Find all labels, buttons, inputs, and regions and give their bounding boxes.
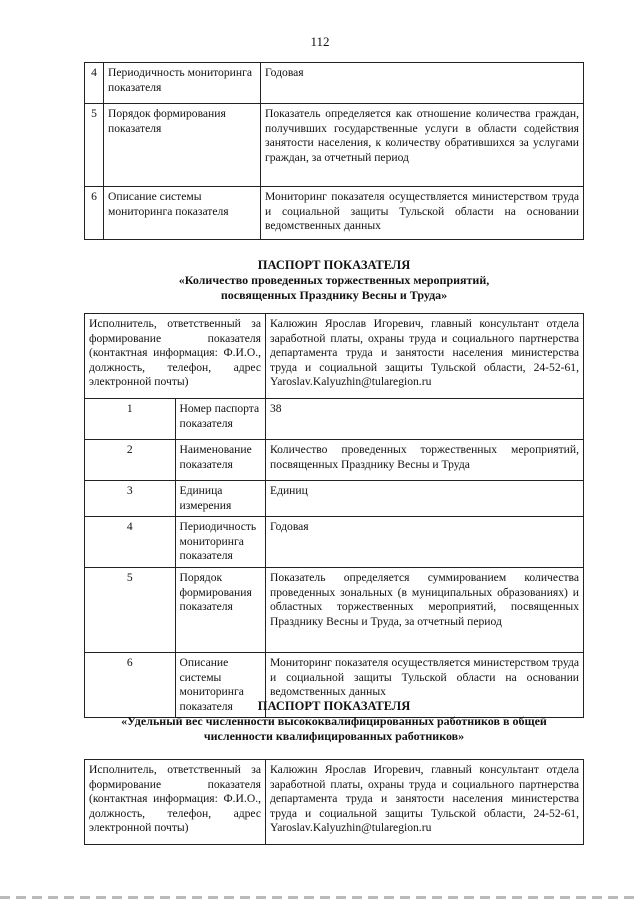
executor-row — [85, 760, 584, 845]
row-value: Мониторинг показателя осуществляется министерством труда и социальной защиты Тульской области на основании ведомственных данных — [261, 187, 584, 240]
row-label: Порядок формирования показателя — [104, 104, 261, 187]
row-value: Годовая — [261, 63, 584, 104]
row-value: Показатель определяется суммированием количества проведенных зональных (в муниципальных образованиях) и областных торжественных мероприятий, посвященных Празднику Весны и Труда, за отчетный период — [266, 567, 584, 652]
row-label: Единица измерения — [175, 481, 266, 517]
row-label: Периодичность мониторинга показателя — [104, 63, 261, 104]
row-number: 4 — [85, 63, 104, 104]
table-row — [85, 399, 584, 440]
table-row — [85, 104, 584, 187]
passport-table — [84, 759, 584, 845]
row-number: 5 — [85, 104, 104, 187]
passport-heading — [84, 258, 584, 303]
executor-value: Калюжин Ярослав Игоревич, главный консультант отдела заработной платы, охраны труда и социального партнерства департамента труда и занятости населения министерства труда и социальной защиты Тульской области, 24-52-61, Yaroslav.Kalyuzhin@tularegion.ru — [266, 760, 584, 845]
executor-label: Исполнитель, ответственный за формирование показателя (контактная информация: Ф.И.О., должность, телефон, адрес электронной почты) — [85, 760, 266, 845]
row-number: 4 — [85, 517, 176, 568]
row-label: Наименование показателя — [175, 440, 266, 481]
table-row — [85, 187, 584, 240]
passport-title: ПАСПОРТ ПОКАЗАТЕЛЯ — [257, 258, 411, 272]
row-number: 1 — [85, 399, 176, 440]
table-row — [85, 63, 584, 104]
row-label: Описание системы мониторинга показателя — [175, 652, 266, 717]
scan-edge-artifact — [0, 896, 640, 899]
row-number: 6 — [85, 187, 104, 240]
row-label: Порядок формирования показателя — [175, 567, 266, 652]
passport-title: ПАСПОРТ ПОКАЗАТЕЛЯ — [257, 699, 411, 713]
row-label: Номер паспорта показателя — [175, 399, 266, 440]
table-row — [85, 517, 584, 568]
executor-row — [85, 314, 584, 399]
executor-value: Калюжин Ярослав Игоревич, главный консультант отдела заработной платы, охраны труда и социального партнерства департамента труда и занятости населения министерства труда и социальной защиты Тульской области, 24-52-61, Yaroslav.Kalyuzhin@tularegion.ru — [266, 314, 584, 399]
table-row — [85, 567, 584, 652]
passport-table — [84, 313, 584, 718]
indicator-table-continued — [84, 62, 584, 240]
row-number: 3 — [85, 481, 176, 517]
row-number: 2 — [85, 440, 176, 481]
table-row — [85, 481, 584, 517]
table-row — [85, 440, 584, 481]
page-number: 112 — [310, 34, 330, 49]
row-value: Единиц — [266, 481, 584, 517]
passport-subtitle: «Количество проведенных торжественных мероприятий, посвященных Празднику Весны и Труда» — [178, 273, 490, 302]
row-value: Показатель определяется как отношение количества граждан, получивших государственные услуги в области содействия занятости населения, к количеству обратившихся за услугами граждан, за отчетный период — [261, 104, 584, 187]
row-number: 6 — [85, 652, 176, 717]
passport-heading — [84, 699, 584, 744]
row-value: 38 — [266, 399, 584, 440]
row-label: Периодичность мониторинга показателя — [175, 517, 266, 568]
row-value: Годовая — [266, 517, 584, 568]
row-number: 5 — [85, 567, 176, 652]
executor-label: Исполнитель, ответственный за формирование показателя (контактная информация: Ф.И.О., должность, телефон, адрес электронной почты) — [85, 314, 266, 399]
row-label: Описание системы мониторинга показателя — [104, 187, 261, 240]
row-value: Мониторинг показателя осуществляется министерством труда и социальной защиты Тульской области на основании ведомственных данных — [266, 652, 584, 717]
row-value: Количество проведенных торжественных мероприятий, посвященных Празднику Весны и Труда — [266, 440, 584, 481]
passport-subtitle: «Удельный вес численности высококвалифицированных работников в общей численности квалифицированных работников» — [121, 714, 547, 743]
